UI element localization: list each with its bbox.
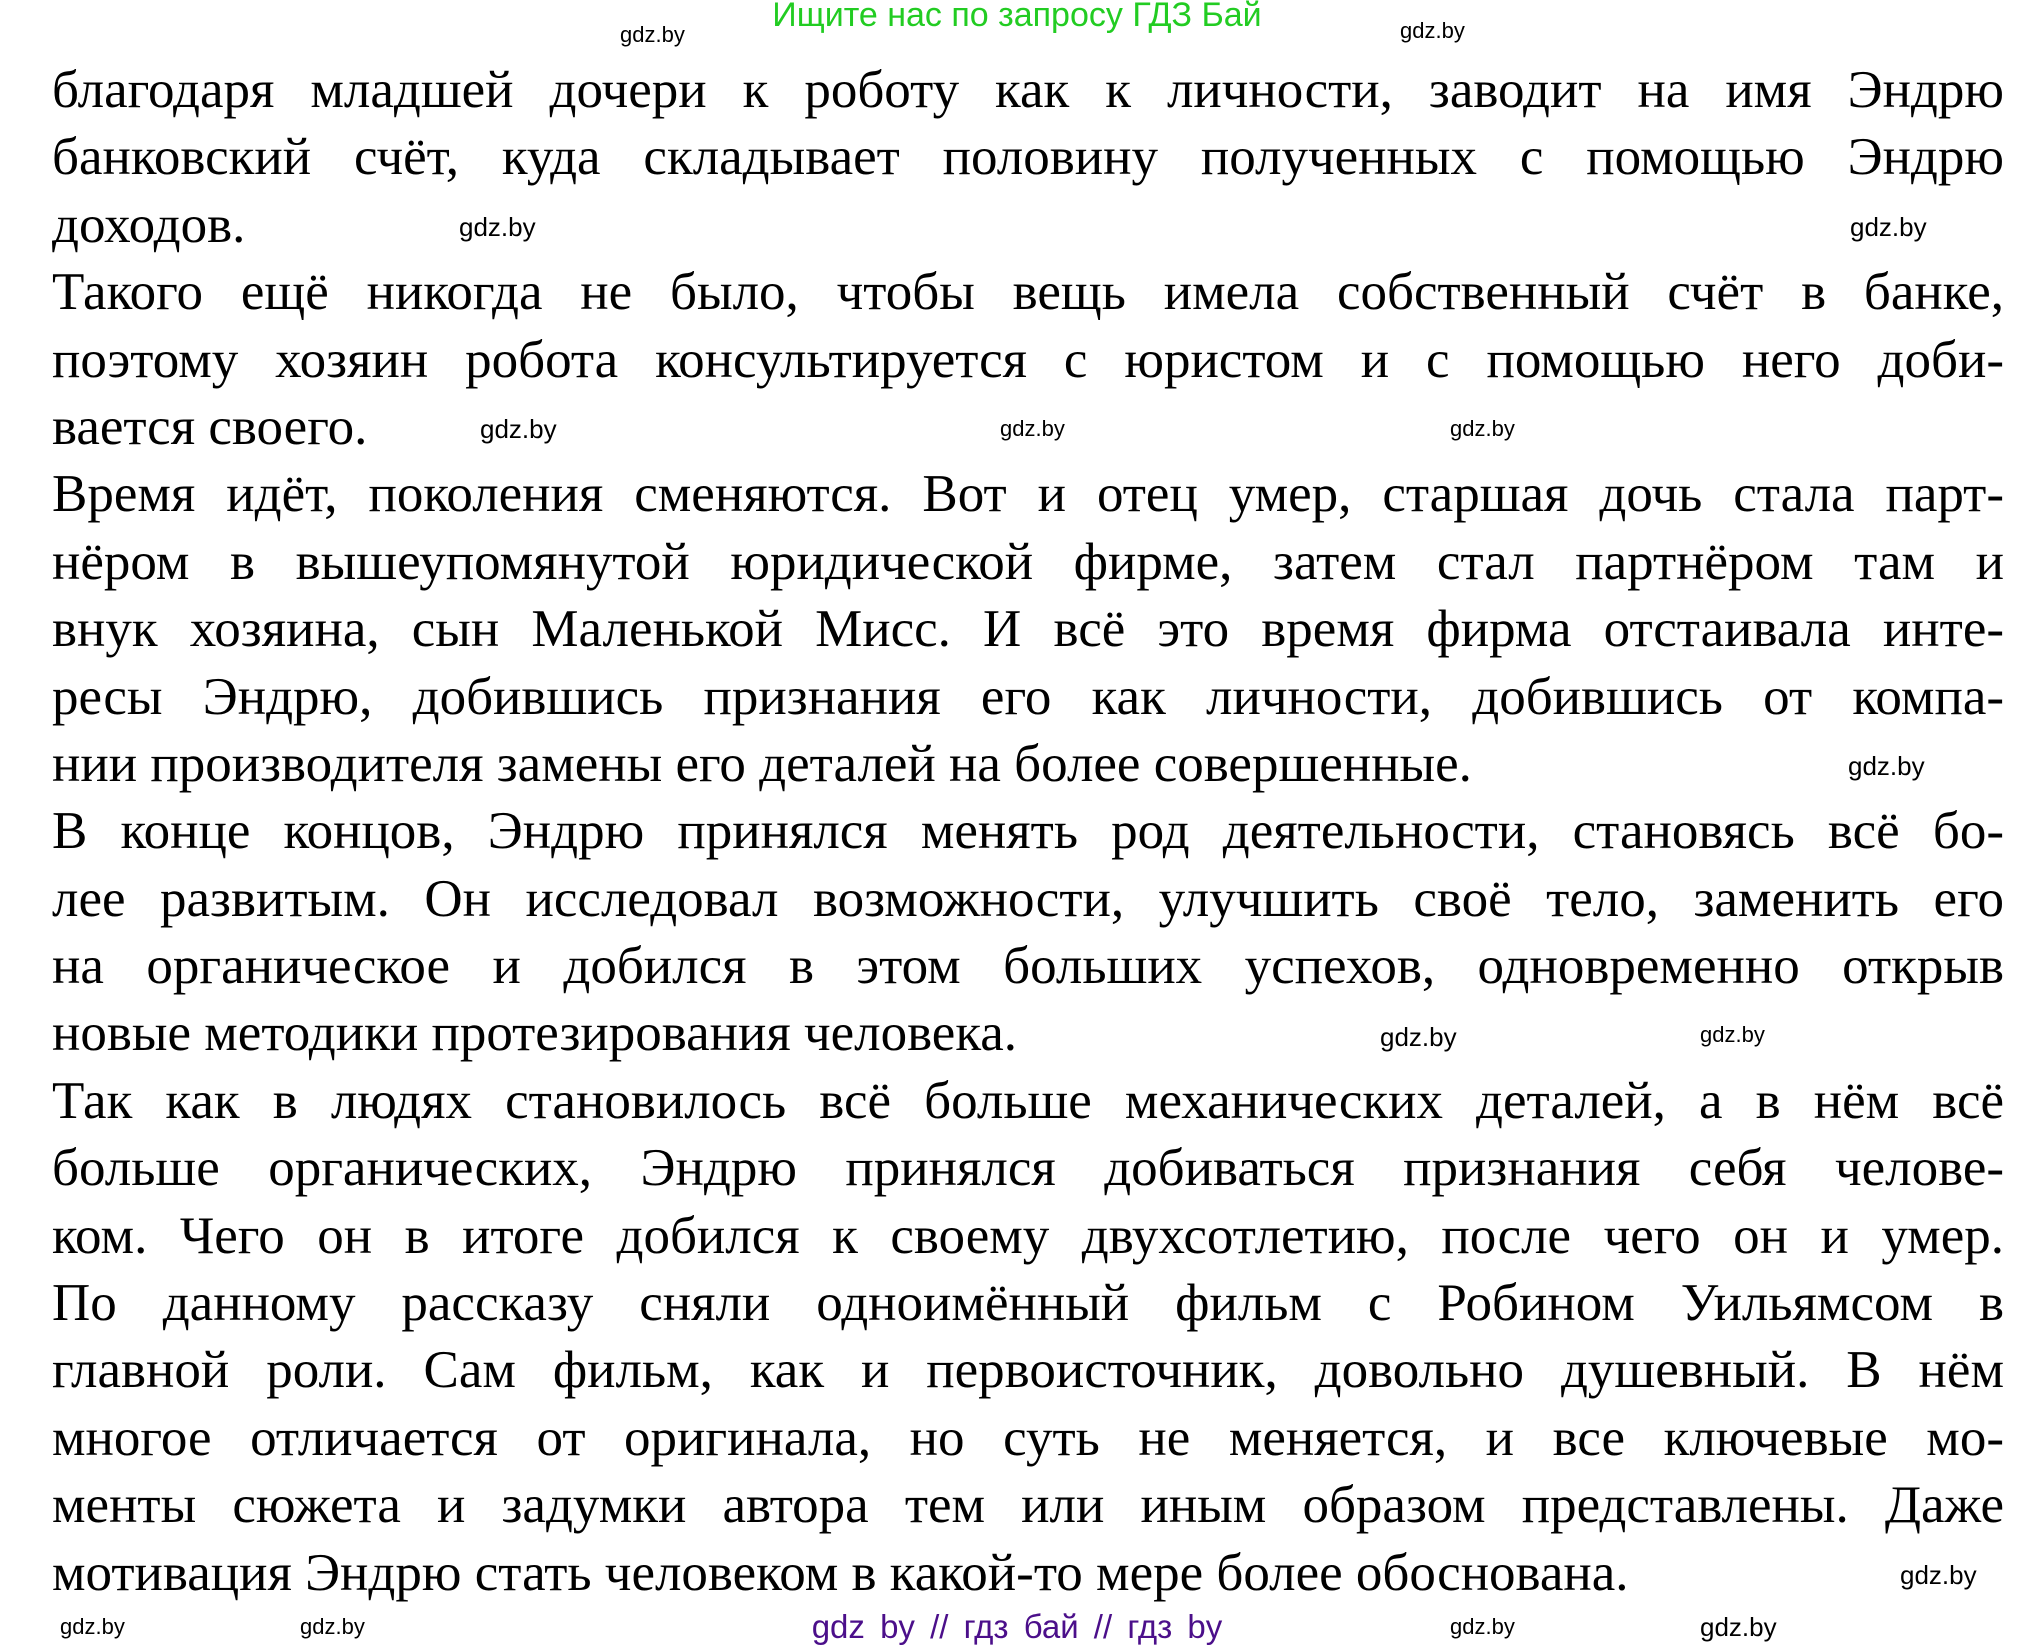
watermark: gdz.by: [1900, 1560, 1977, 1590]
footer-banner: gdz by // гдз бай // гдз by: [811, 1608, 1223, 1645]
text-line: поэтому хозяин робота консультируется с юристом и с помощью него доби-: [52, 330, 2004, 389]
watermark: gdz.by: [1450, 1614, 1515, 1639]
text-line: Такого ещё никогда не было, чтобы вещь имела собственный счёт в банке,: [52, 263, 2004, 322]
text-line: главной роли. Сам фильм, как и первоисточник, довольно душевный. В нём: [52, 1341, 2004, 1400]
watermark: gdz.by: [1700, 1612, 1777, 1642]
text-line: ресы Эндрю, добившись признания его как личности, добившись от компа-: [52, 667, 2004, 726]
text-line: нии производителя замены его деталей на более совершенные.: [52, 734, 1472, 793]
watermark: gdz.by: [1850, 212, 1927, 242]
text-line: Так как в людях становилось всё больше механических деталей, а в нём всё: [52, 1071, 2004, 1130]
text-line: нёром в вышеупомянутой юридической фирме, затем стал партнёром там и: [52, 532, 2004, 591]
document-text: [52, 57, 2004, 1607]
watermark: gdz.by: [480, 414, 557, 444]
text-line: больше органических, Эндрю принялся добиваться признания себя челове-: [52, 1139, 2004, 1198]
text-line: вается своего.: [52, 397, 368, 456]
text-line: на органическое и добился в этом больших успехов, одновременно открыв: [52, 937, 2004, 996]
watermark: gdz.by: [1700, 1022, 1765, 1047]
text-line: В конце концов, Эндрю принялся менять род деятельности, становясь всё бо-: [52, 802, 2004, 861]
text-line: банковский счёт, куда складывает половину полученных с помощью Эндрю: [52, 128, 2004, 187]
text-line: По данному рассказу сняли одноимённый фильм с Робином Уильямсом в: [52, 1274, 2004, 1333]
text-line: благодаря младшей дочери к роботу как к личности, заводит на имя Эндрю: [52, 61, 2004, 119]
header-banner: Ищите нас по запросу ГДЗ Бай: [772, 0, 1262, 34]
text-line: мотивация Эндрю стать человеком в какой-то мере более обоснована.: [52, 1543, 1629, 1602]
text-line: ком. Чего он в итоге добился к своему двухсотлетию, после чего он и умер.: [52, 1206, 2004, 1265]
watermark: gdz.by: [60, 1614, 125, 1639]
watermark: gdz.by: [620, 22, 685, 47]
text-line: многое отличается от оригинала, но суть не меняется, и все ключевые мо-: [52, 1408, 2004, 1467]
text-line: Время идёт, поколения сменяются. Вот и отец умер, старшая дочь стала парт-: [52, 465, 2004, 524]
text-line: доходов.: [52, 195, 246, 254]
watermark: gdz.by: [1000, 416, 1065, 441]
text-line: лее развитым. Он исследовал возможности, улучшить своё тело, заменить его: [52, 869, 2004, 928]
watermark: gdz.by: [1848, 751, 1925, 781]
text-line: менты сюжета и задумки автора тем или иным образом представлены. Даже: [52, 1476, 2004, 1535]
watermark: gdz.by: [1400, 18, 1465, 43]
text-line: внук хозяина, сын Маленькой Мисс. И всё это время фирма отстаивала инте-: [52, 600, 2004, 659]
watermark: gdz.by: [459, 212, 536, 242]
watermark: gdz.by: [300, 1614, 365, 1639]
watermark: gdz.by: [1380, 1022, 1457, 1052]
watermark: gdz.by: [1450, 416, 1515, 441]
text-line: новые методики протезирования человека.: [52, 1004, 1018, 1063]
